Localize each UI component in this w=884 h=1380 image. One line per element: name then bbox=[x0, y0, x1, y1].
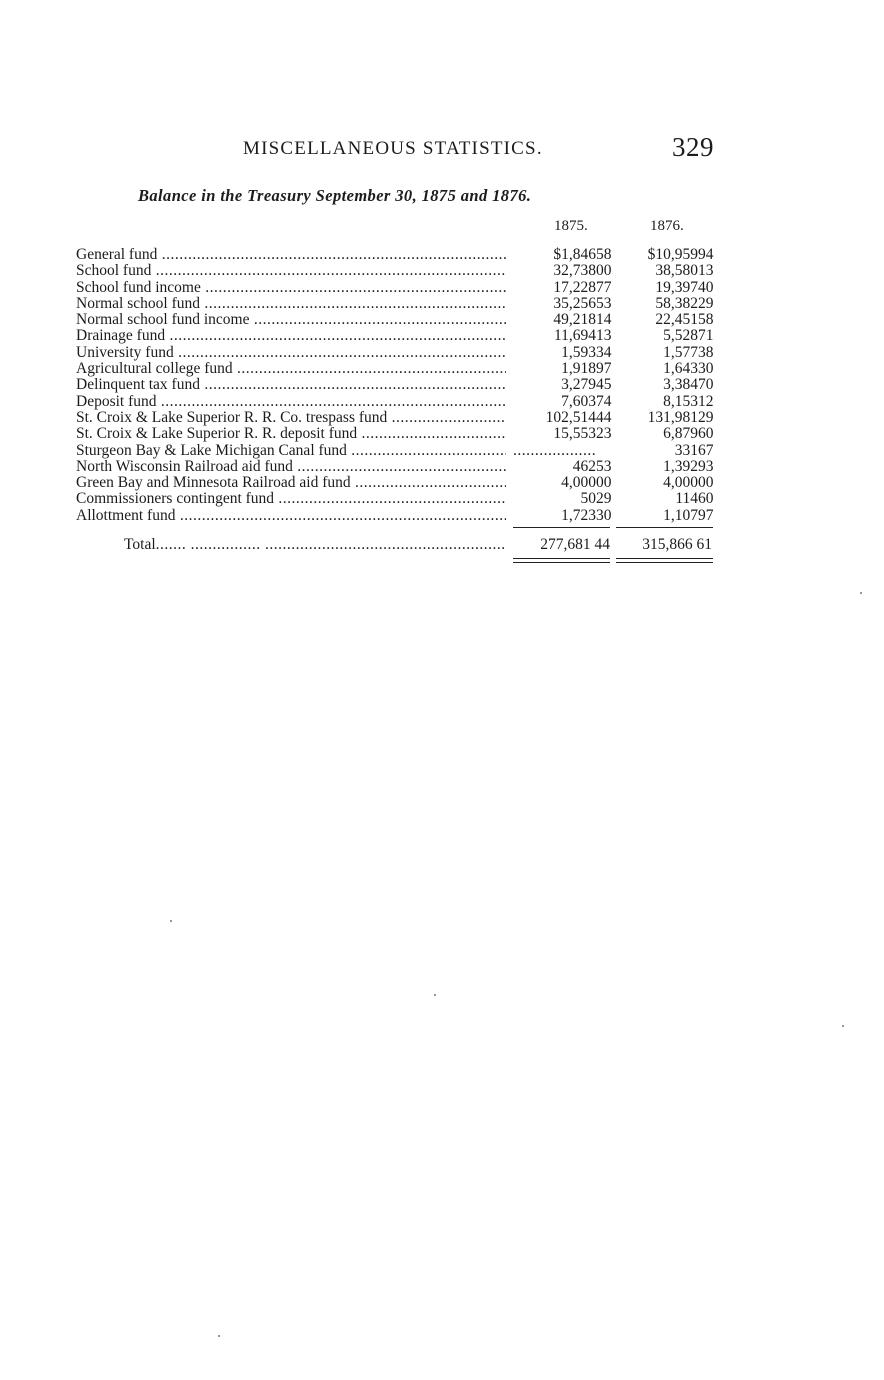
amount-1876-dollars: 8,153 bbox=[663, 392, 698, 410]
amount-1875-cents: 00 bbox=[596, 262, 612, 280]
column-header-1876: 1876. bbox=[650, 218, 684, 234]
amount-1875-dollars: 102,514 bbox=[545, 408, 596, 426]
amount-1876-dollars: $10,959 bbox=[647, 246, 698, 263]
table-row bbox=[76, 247, 716, 263]
table-row bbox=[76, 377, 716, 393]
table-row bbox=[76, 263, 716, 279]
double-rule-1875-top bbox=[513, 558, 610, 559]
amount-1875-dollars: 15,553 bbox=[553, 425, 596, 443]
amount-1876-cents: 58 bbox=[698, 311, 714, 329]
amount-1875-dollars: 1,593 bbox=[561, 343, 596, 361]
amount-1875-dollars: 1,723 bbox=[561, 506, 596, 524]
amount-1876-dollars: 1,392 bbox=[663, 457, 698, 475]
amount-1876-dollars: 114 bbox=[675, 490, 698, 508]
amount-1876-cents: 94 bbox=[698, 246, 714, 263]
amount-1875-cents: 97 bbox=[596, 360, 612, 378]
amount-1876-cents: 29 bbox=[698, 294, 714, 312]
amount-1875-dollars: 7,603 bbox=[561, 392, 596, 410]
amount-1875-cents: 45 bbox=[596, 376, 612, 394]
table-row bbox=[76, 426, 716, 442]
amount-1876-dollars: 19,397 bbox=[655, 278, 698, 296]
fund-label: Sturgeon Bay & Lake Michigan Canal fund ..... bbox=[76, 443, 506, 459]
amount-1876-dollars: 331 bbox=[674, 441, 698, 459]
fund-label: Normal school fund ..... bbox=[76, 296, 506, 312]
amount-1875-cents: 30 bbox=[596, 506, 612, 524]
fund-label: Green Bay and Minnesota Railroad aid fund ..... bbox=[76, 475, 506, 491]
amount-1876-dollars: 1,643 bbox=[663, 360, 698, 378]
amount-1875-cents: 44 bbox=[596, 408, 612, 426]
amount-1876-cents: 38 bbox=[698, 343, 714, 361]
amount-1875-cents: 34 bbox=[596, 343, 612, 361]
amount-1876-dollars: 1,107 bbox=[663, 506, 698, 524]
amount-1875-dollars: 4,000 bbox=[561, 474, 596, 492]
fund-label: Normal school fund income ..... bbox=[76, 312, 506, 328]
total-1875: 277,681 44 bbox=[540, 536, 610, 553]
scan-speck bbox=[434, 994, 436, 996]
amount-1876-cents: 12 bbox=[698, 392, 714, 410]
fund-label: School fund income ..... bbox=[76, 280, 506, 296]
amount-1876-cents: 97 bbox=[698, 506, 714, 524]
fund-label: St. Croix & Lake Superior R. R. deposit fund ..... bbox=[76, 426, 506, 442]
double-rule-1876-bottom bbox=[616, 562, 713, 563]
table-row bbox=[76, 312, 716, 328]
amount-1875-cents: 13 bbox=[596, 327, 612, 345]
amount-1876-cents: 93 bbox=[698, 457, 714, 475]
amount-1875-dollars: 462 bbox=[572, 457, 596, 475]
total-1876: 315,866 61 bbox=[642, 536, 712, 553]
amount-1876-cents: 60 bbox=[698, 490, 714, 508]
fund-label: Agricultural college fund ..... bbox=[76, 361, 506, 377]
table-row bbox=[76, 491, 716, 507]
double-rule-1876-top bbox=[616, 558, 713, 559]
scan-speck bbox=[842, 1025, 844, 1027]
amount-1876-cents: 40 bbox=[698, 278, 714, 296]
amount-1876-cents: 70 bbox=[698, 376, 714, 394]
amount-1875-cents: 53 bbox=[596, 294, 612, 312]
amount-1875-dollars: 50 bbox=[580, 490, 596, 508]
table-row bbox=[76, 296, 716, 312]
table-row bbox=[76, 345, 716, 361]
scan-speck bbox=[860, 592, 862, 594]
amount-1875-dollars: 11,694 bbox=[553, 327, 596, 345]
amount-1876-cents: 60 bbox=[698, 425, 714, 443]
amount-1876-dollars: 58,382 bbox=[655, 294, 698, 312]
page-number: 329 bbox=[672, 132, 714, 162]
table-row bbox=[76, 443, 716, 459]
total-rule-1875 bbox=[513, 527, 610, 528]
total-row bbox=[76, 536, 716, 554]
amount-1875-dollars: 35,256 bbox=[553, 294, 596, 312]
amount-1876-cents: 71 bbox=[698, 327, 714, 345]
amount-1876-dollars: 1,577 bbox=[663, 343, 698, 361]
total-label: Total ..... bbox=[124, 536, 506, 554]
fund-label: School fund ..... bbox=[76, 263, 506, 279]
table-row bbox=[76, 475, 716, 491]
amount-1876-cents: 67 bbox=[698, 441, 714, 459]
treasury-table bbox=[76, 247, 716, 524]
fund-label: Deposit fund ..... bbox=[76, 394, 506, 410]
amount-1875-dollars: 3,279 bbox=[561, 376, 596, 394]
table-row bbox=[76, 508, 716, 524]
double-rule-1875-bottom bbox=[513, 562, 610, 563]
amount-1875-cents: 53 bbox=[596, 457, 612, 475]
fund-label: Allottment fund ..... bbox=[76, 508, 506, 524]
amount-1876-dollars: 5,528 bbox=[663, 327, 698, 345]
table-row bbox=[76, 328, 716, 344]
scan-speck bbox=[170, 920, 172, 922]
amount-1875-cents: 58 bbox=[596, 246, 612, 263]
amount-1876-dollars: 131,981 bbox=[647, 408, 698, 426]
fund-label: North Wisconsin Railroad aid fund ..... bbox=[76, 459, 506, 475]
fund-label: Delinquent tax fund ..... bbox=[76, 377, 506, 393]
amount-1875-cents: 29 bbox=[596, 490, 612, 508]
column-header-1875: 1875. bbox=[554, 218, 588, 234]
amount-1876-dollars: 4,000 bbox=[663, 474, 698, 492]
table-row bbox=[76, 361, 716, 377]
amount-1875-blank-leader: ................... bbox=[513, 441, 597, 459]
total-rule-1876 bbox=[616, 527, 713, 528]
amount-1876-cents: 30 bbox=[698, 360, 714, 378]
amount-1876-dollars: 6,879 bbox=[663, 425, 698, 443]
table-row bbox=[76, 459, 716, 475]
amount-1875-dollars: 32,738 bbox=[553, 262, 596, 280]
amount-1875-cents: 77 bbox=[596, 278, 612, 296]
table-row bbox=[76, 394, 716, 410]
amount-1876-cents: 13 bbox=[698, 262, 714, 280]
amount-1875-dollars: 49,218 bbox=[553, 311, 596, 329]
running-head: MISCELLANEOUS STATISTICS. bbox=[243, 138, 543, 159]
fund-label: University fund ..... bbox=[76, 345, 506, 361]
amount-1875-dollars: 1,918 bbox=[561, 360, 596, 378]
amount-1876-cents: 29 bbox=[698, 408, 714, 426]
fund-label: Commissioners contingent fund ..... bbox=[76, 491, 506, 507]
table-title: Balance in the Treasury September 30, 1875 and 1876. bbox=[138, 186, 532, 205]
amount-1875-dollars: $1,846 bbox=[553, 246, 596, 263]
amount-1875-cents: 00 bbox=[596, 474, 612, 492]
scan-speck bbox=[218, 1335, 220, 1337]
table-row bbox=[76, 280, 716, 296]
amount-1876-dollars: 38,580 bbox=[655, 262, 698, 280]
fund-label: St. Croix & Lake Superior R. R. Co. trespass fund ..... bbox=[76, 410, 506, 426]
table-row bbox=[76, 410, 716, 426]
amount-1875-cents: 23 bbox=[596, 425, 612, 443]
amount-1875-cents: 14 bbox=[596, 311, 612, 329]
amount-1875-dollars: 17,228 bbox=[553, 278, 596, 296]
amount-1875-cents: 74 bbox=[596, 392, 612, 410]
fund-label: Drainage fund ..... bbox=[76, 328, 506, 344]
amount-1876-dollars: 3,384 bbox=[663, 376, 698, 394]
amount-1876-dollars: 22,451 bbox=[655, 311, 698, 329]
fund-label: General fund ..... bbox=[76, 247, 506, 263]
amount-1876-cents: 00 bbox=[698, 474, 714, 492]
